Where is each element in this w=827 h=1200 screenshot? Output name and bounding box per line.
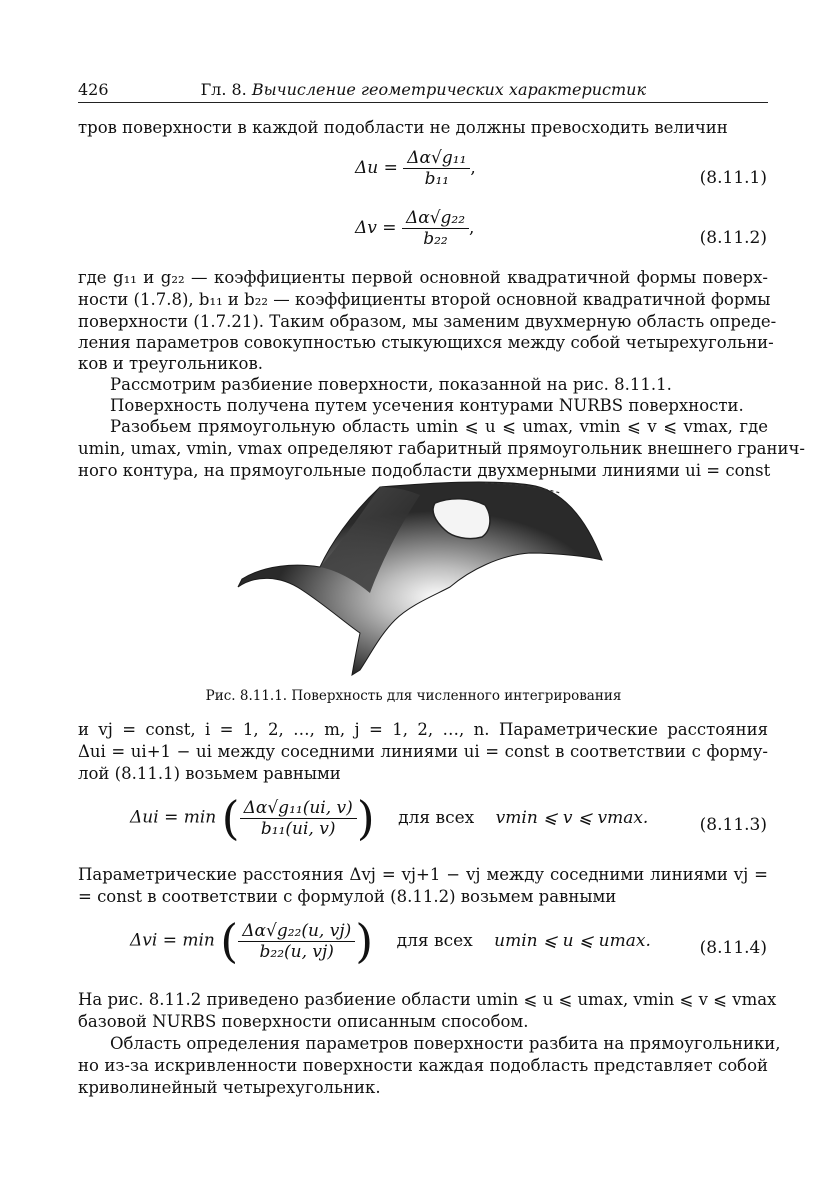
chapter-title: Вычисление геометрических характеристик (251, 80, 646, 99)
equation-label: (8.11.2) (699, 228, 767, 248)
running-header (78, 78, 768, 103)
text-line: umin, umax, vmin, vmax определяют габаритный прямоугольник внешнего гранич- (78, 439, 805, 458)
text-line: Рассмотрим разбиение поверхности, показанной на рис. 8.11.1. (110, 375, 672, 394)
text-line: ного контура, на прямоугольные подобласти двухмерными линиями ui = const (78, 461, 771, 480)
text-line: Область определения параметров поверхности разбита на прямоугольники, (110, 1034, 781, 1053)
equation-label: (8.11.1) (699, 168, 767, 188)
fraction-numerator: Δα√g₂₂ (402, 208, 469, 229)
fraction (238, 921, 355, 962)
text-line: ления параметров совокупностью стыкующихся между собой четырехугольни- (78, 333, 774, 352)
fraction (240, 798, 357, 839)
page-number: 426 (78, 80, 109, 99)
fraction-numerator: Δα√g₂₂(u, vj) (238, 921, 355, 942)
equation-lhs: Δui = min (130, 807, 217, 828)
fraction-numerator: Δα√g₁₁(ui, v) (240, 798, 357, 819)
running-title (201, 80, 646, 99)
text-line: На рис. 8.11.2 приведено разбиение области umin ⩽ u ⩽ umax, vmin ⩽ v ⩽ vmax (78, 990, 777, 1009)
equation-label: (8.11.4) (699, 938, 767, 958)
equation-lhs: Δu = (355, 158, 398, 178)
text-line: Параметрические расстояния Δvj = vj+1 − vj между соседними линиями vj = (78, 865, 768, 884)
text-line: поверхности (1.7.21). Таким образом, мы заменим двухмерную область опреде- (78, 312, 777, 331)
equation-tail: , (470, 158, 476, 178)
fraction-denominator: b₂₂(u, vj) (259, 941, 334, 962)
condition-text: для всех (398, 807, 475, 828)
chapter-label: Гл. 8. (200, 80, 247, 99)
condition-text: для всех (396, 930, 473, 951)
equation-lhs: Δvi = min (130, 930, 215, 951)
text-line: ков и треугольников. (78, 354, 264, 373)
text-line: лой (8.11.1) возьмем равными (78, 764, 341, 783)
condition-range: umin ⩽ u ⩽ umax. (494, 930, 651, 951)
fraction-denominator: b₁₁(ui, v) (260, 818, 336, 839)
equation-8-11-3 (130, 791, 649, 845)
text-line: Поверхность получена путем усечения контурами NURBS поверхности. (110, 396, 744, 415)
equation-8-11-1 (355, 148, 476, 189)
text-line: но из-за искривленности поверхности каждая подобласть представляет собой (78, 1056, 768, 1075)
condition-range: vmin ⩽ v ⩽ vmax. (495, 807, 649, 828)
equation-tail: , (469, 218, 475, 238)
fraction (402, 208, 469, 249)
equation-lhs: Δv = (355, 218, 397, 238)
text-line: ности (1.7.8), b₁₁ и b₂₂ — коэффициенты второй основной квадратичной формы (78, 290, 771, 309)
surface-figure (230, 475, 610, 680)
equation-label: (8.11.3) (699, 815, 767, 835)
fraction-denominator: b₁₁ (424, 169, 450, 189)
text-line: Δui = ui+1 − ui между соседними линиями ui = const в соответствии с форму- (78, 742, 768, 761)
fraction (403, 148, 470, 189)
figure-caption: Рис. 8.11.1. Поверхность для численного интегрирования (205, 688, 622, 704)
right-paren: ) (355, 914, 374, 968)
left-paren: ( (220, 914, 239, 968)
fraction-numerator: Δα√g₁₁ (403, 148, 470, 169)
surface-body (238, 482, 602, 675)
text-line: где g₁₁ и g₂₂ — коэффициенты первой основной квадратичной формы поверх- (78, 268, 768, 287)
text-line: базовой NURBS поверхности описанным способом. (78, 1012, 529, 1031)
right-paren: ) (356, 791, 375, 845)
equation-8-11-2 (355, 208, 474, 249)
text-line: = const в соответствии с формулой (8.11.2) возьмем равными (78, 887, 617, 906)
fraction-denominator: b₂₂ (423, 229, 448, 249)
equation-8-11-4 (130, 914, 651, 968)
text-line: тров поверхности в каждой подобласти не должны превосходить величин (78, 118, 728, 137)
text-line: Разобьем прямоугольную область umin ⩽ u ⩽ umax, vmin ⩽ v ⩽ vmax, где (110, 417, 768, 436)
text-line: и vj = const, i = 1, 2, …, m, j = 1, 2, …, n. Параметрические расстояния (78, 720, 768, 739)
text-line: криволинейный четырехугольник. (78, 1078, 381, 1097)
left-paren: ( (221, 791, 240, 845)
